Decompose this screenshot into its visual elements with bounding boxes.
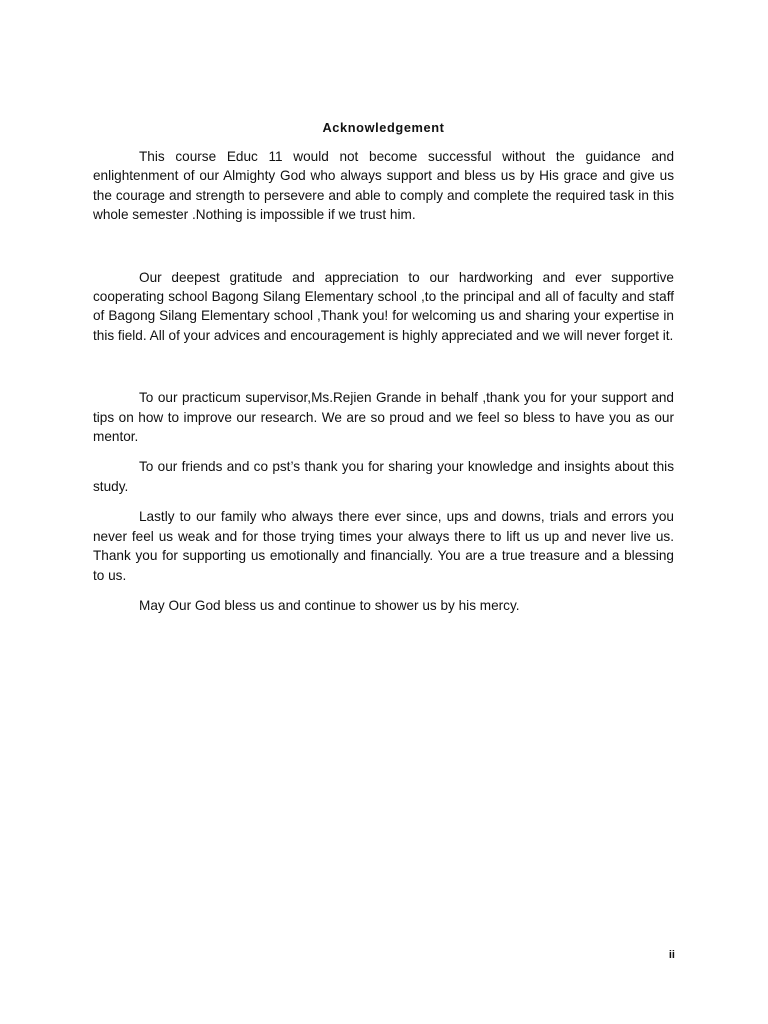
document-body <box>93 119 674 615</box>
paragraph-closing-blessing: May Our God bless us and continue to shower us by his mercy. <box>139 597 520 613</box>
page-number: ii <box>668 949 675 961</box>
page-title: Acknowledgement <box>322 120 445 135</box>
paragraph-supervisor: To our practicum supervisor,Ms.Rejien Grande in behalf ,thank you for your support and tips on how to improve our research. We are so proud and we feel so bless to have you as our mentor. <box>93 390 674 445</box>
paragraph-family: Lastly to our family who always there ever since, ups and downs, trials and errors you never feel us weak and for those trying times your always there to lift us up and never live us. Thank you for supporting us emotionally and financially. You are a true treasure and a blessing to us. <box>93 509 674 583</box>
paragraph-god: This course Educ 11 would not become successful without the guidance and enlightenment of our Almighty God who always support and bless us by His grace and give us the courage and strength to persevere and able to comply and complete the required task in this whole semester .Nothing is impossible if we trust him. <box>93 149 674 223</box>
paragraph-cooperating-school: Our deepest gratitude and appreciation to our hardworking and ever supportive cooperating school Bagong Silang Elementary school ,to the principal and all of faculty and staff of Bagong Silang Elementary school ,Thank you! for welcoming us and sharing your expertise in this field. All of your advices and encouragement is highly appreciated and we will never forget it. <box>93 269 674 343</box>
paragraph-friends: To our friends and co pst’s thank you for sharing your knowledge and insights about this study. <box>93 459 674 494</box>
